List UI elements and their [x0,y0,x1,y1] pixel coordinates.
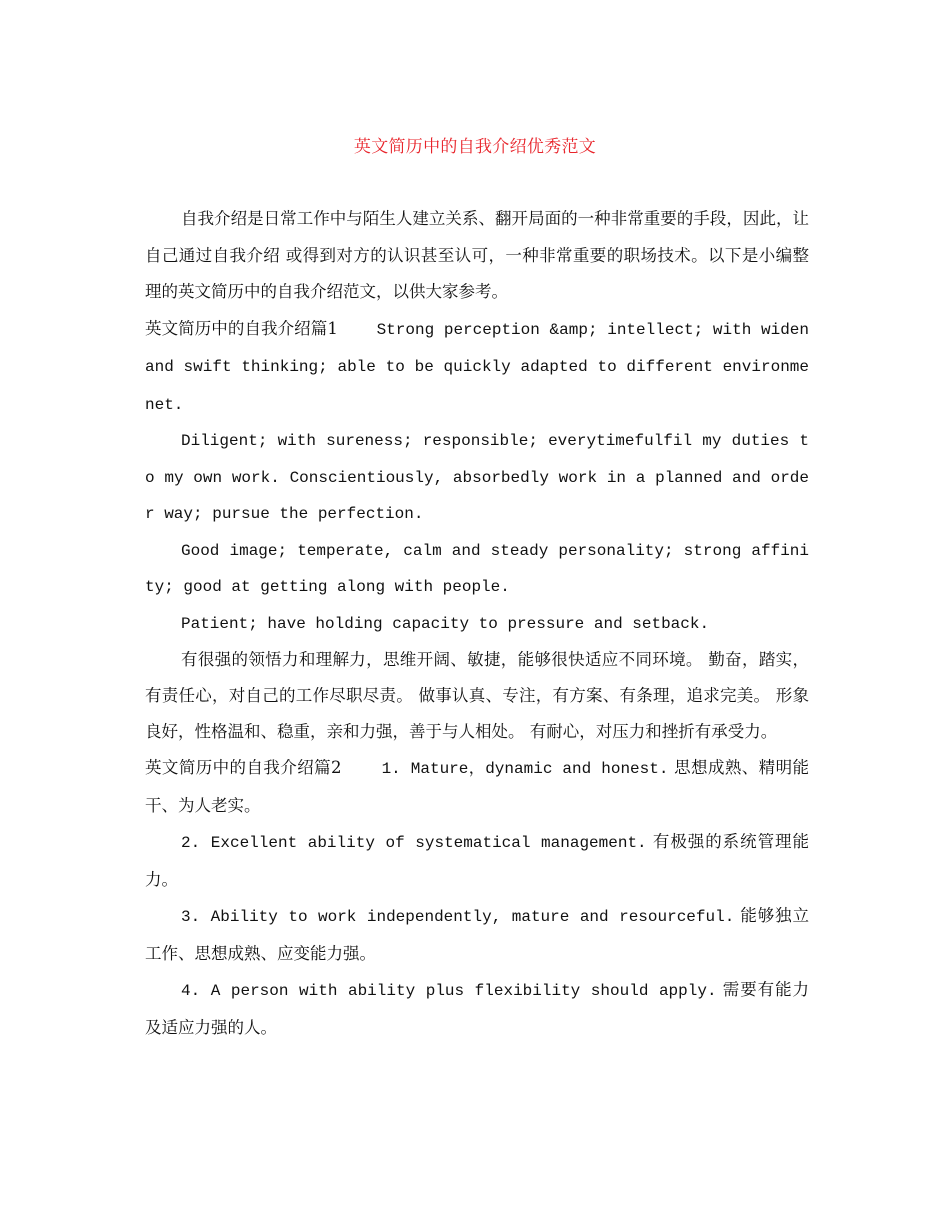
document-body [145,201,809,1046]
section2-item-4-en: 4. A person with ability plus flexibility should apply. [181,982,717,1000]
section2-item-4 [145,972,809,1046]
section1-chinese-summary: 有很强的领悟力和理解力，思维开阔、敏捷，能够很快适应不同环境。 勤奋，踏实，有责任心，对自己的工作尽职尽责。 做事认真、专注，有方案、有条理，追求完美。 形象良好，性格温和、稳重，亲和力强，善于与人相处。 有耐心，对压力和挫折有承受力。 [145,650,809,741]
section2-item-1 [145,750,809,824]
document-title: 英文简历中的自我介绍优秀范文 [353,137,597,157]
intro-paragraph: 自我介绍是日常工作中与陌生人建立关系、翻开局面的一种非常重要的手段，因此，让自己通过自我介绍 或得到对方的认识甚至认可，一种非常重要的职场技术。以下是小编整理的英文简历中的自我介绍范文，以供大家参考。 [145,209,809,301]
section1-lead-paragraph [145,311,809,424]
section1-line-2: Good image; temperate, calm and steady personality; strong affinity; good at getting along with people. [145,541,809,596]
section2-item-1-cn: 思想成熟、精明能干、为人老实。 [145,758,809,815]
section2-item-3 [145,898,809,972]
section2-heading: 英文简历中的自我介绍篇2 [145,758,342,777]
section2-item-2 [145,824,809,898]
section2-item-4-cn: 需要有能力及适应力强的人。 [145,980,810,1037]
section2-item-1-en: 1. Mature，dynamic and honest. [381,760,669,778]
section2-item-2-cn: 有极强的系统管理能力。 [145,832,810,889]
section1-heading: 英文简历中的自我介绍篇1 [145,318,338,338]
section1-line-1: Diligent; with sureness; responsible; everytimefulfil my duties to my own work. Conscientiously, absorbedly work in a planned and order way; pursue the perfection. [145,432,809,523]
section2-item-3-cn: 能够独立工作、思想成熟、应变能力强。 [145,906,809,963]
section1-line-3: Patient; have holding capacity to pressure and setback. [181,614,710,633]
section1-lead-text: Strong perception &amp; intellect; with widen and swift thinking; able to be quickly adapted to different environmenet. [145,320,810,414]
section2-item-3-en: 3. Ability to work independently, mature and resourceful. [181,908,735,926]
section2-item-2-en: 2. Excellent ability of systematical management. [181,834,647,852]
